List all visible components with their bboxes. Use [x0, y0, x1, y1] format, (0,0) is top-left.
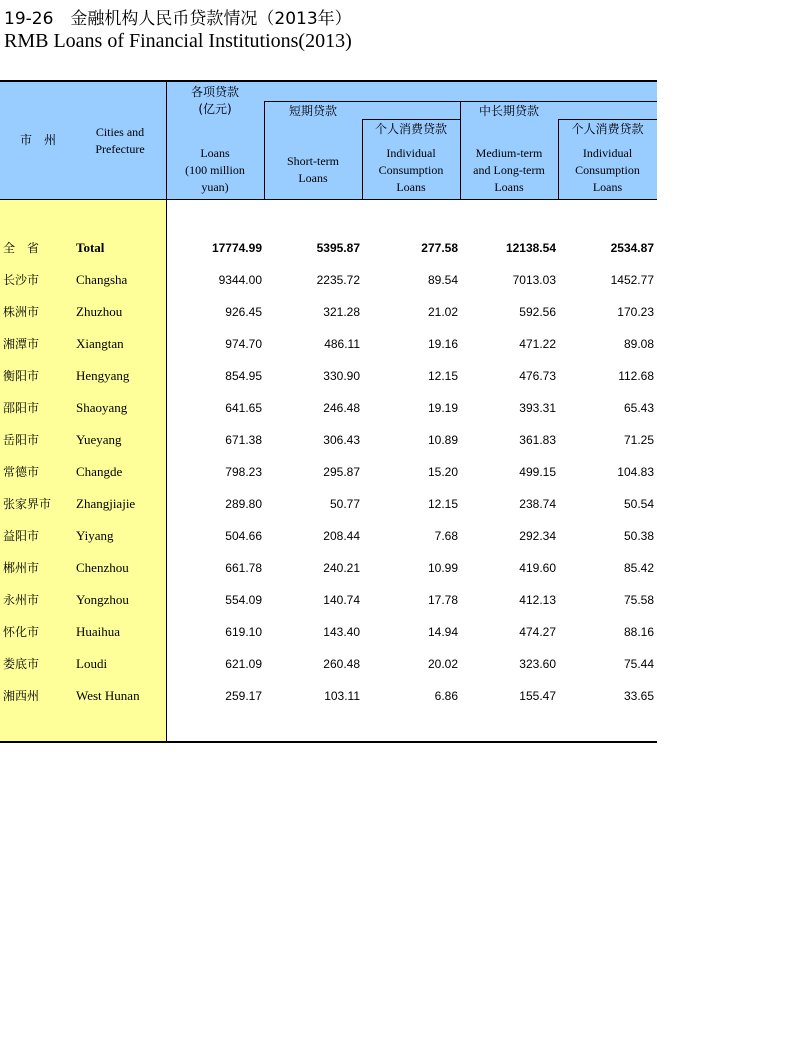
row-medium-long: 155.47: [519, 689, 556, 703]
row-region-en: Zhuzhou: [76, 304, 123, 319]
header-loans-en: Loans (100 million yuan): [185, 146, 245, 194]
header-medium-long-en: Medium-term and Long-term Loans: [473, 146, 545, 194]
row-medium-long: 412.13: [519, 593, 556, 607]
table-row: [0, 399, 657, 431]
row-consumption-2: 65.43: [623, 401, 654, 415]
row-region-cn: 衡阳市: [3, 369, 40, 383]
table-row: [0, 655, 657, 687]
row-medium-long: 476.73: [519, 369, 556, 383]
table-row: [0, 431, 657, 463]
table-top-rule: [0, 80, 657, 82]
row-region-cn: 怀化市: [3, 625, 40, 639]
header-consumption-2-cn: 个人消费贷款: [571, 122, 644, 136]
row-medium-long: 499.15: [519, 465, 556, 479]
table-row: [0, 495, 657, 527]
row-consumption-2: 75.58: [623, 593, 654, 607]
row-medium-long: 471.22: [519, 337, 556, 351]
row-short-term: 140.74: [323, 593, 360, 607]
row-short-term: 5395.87: [316, 241, 360, 255]
row-region-en: Changde: [76, 464, 123, 479]
table-row-total: [0, 239, 657, 271]
row-medium-long: 474.27: [519, 625, 556, 639]
row-loans: 554.09: [225, 593, 262, 607]
row-region-en: Yiyang: [76, 528, 114, 543]
table-row: [0, 687, 657, 719]
row-consumption: 20.02: [427, 657, 458, 671]
row-short-term: 486.11: [324, 337, 360, 351]
row-region-cn: 湘西州: [3, 689, 40, 703]
row-region-en: Hengyang: [76, 368, 130, 383]
table-row: [0, 559, 657, 591]
row-region-en: West Hunan: [76, 688, 140, 703]
row-loans: 926.45: [225, 305, 262, 319]
row-consumption: 12.15: [427, 497, 458, 511]
row-region-cn: 永州市: [3, 593, 40, 607]
row-loans: 259.17: [225, 689, 262, 703]
row-medium-long: 393.31: [519, 401, 556, 415]
row-region-cn: 株洲市: [3, 305, 40, 319]
row-medium-long: 592.56: [519, 305, 556, 319]
row-loans: 854.95: [225, 369, 262, 383]
row-loans: 974.70: [225, 337, 262, 351]
row-consumption: 12.15: [427, 369, 458, 383]
row-loans: 621.09: [225, 657, 262, 671]
row-consumption-2: 50.38: [623, 529, 654, 543]
row-loans: 504.66: [225, 529, 262, 543]
row-region-cn: 益阳市: [3, 529, 40, 543]
row-medium-long: 419.60: [519, 561, 556, 575]
row-region-en: Changsha: [76, 272, 128, 287]
table-row: [0, 367, 657, 399]
row-short-term: 240.21: [323, 561, 360, 575]
row-consumption: 19.16: [427, 337, 458, 351]
header-bottom-rule: [0, 199, 657, 200]
row-region-en: Yongzhou: [76, 592, 129, 607]
header-consumption-2-en: Individual Consumption Loans: [575, 146, 640, 194]
row-consumption: 7.68: [434, 529, 458, 543]
row-consumption: 17.78: [427, 593, 458, 607]
row-short-term: 50.77: [329, 497, 360, 511]
row-consumption: 10.99: [427, 561, 458, 575]
row-short-term: 2235.72: [316, 273, 360, 287]
header-divider: [558, 119, 657, 120]
row-consumption-2: 71.25: [623, 433, 654, 447]
page-title-cn: 19-26 金融机构人民币贷款情况（2013年）: [4, 9, 352, 29]
table-row: [0, 271, 657, 303]
row-short-term: 208.44: [323, 529, 360, 543]
row-region-cn: 岳阳市: [3, 433, 40, 447]
row-consumption: 10.89: [427, 433, 458, 447]
header-consumption-cn: 个人消费贷款: [374, 122, 447, 136]
row-medium-long: 7013.03: [512, 273, 556, 287]
row-region-en: Total: [76, 240, 105, 255]
row-region-en: Loudi: [76, 656, 108, 671]
row-medium-long: 12138.54: [505, 241, 556, 255]
row-region-cn: 常德市: [3, 465, 40, 479]
header-divider: [264, 101, 657, 102]
row-consumption-2: 88.16: [623, 625, 654, 639]
table-row: [0, 303, 657, 335]
header-divider: [362, 119, 460, 120]
row-loans: 661.78: [225, 561, 262, 575]
row-consumption-2: 1452.77: [610, 273, 654, 287]
header-region-cn: 市 州: [19, 133, 56, 147]
row-medium-long: 361.83: [519, 433, 556, 447]
row-consumption: 89.54: [427, 273, 458, 287]
row-region-en: Xiangtan: [76, 336, 124, 351]
row-short-term: 321.28: [323, 305, 360, 319]
row-consumption-2: 85.42: [623, 561, 654, 575]
row-consumption-2: 104.83: [617, 465, 654, 479]
row-loans: 671.38: [225, 433, 262, 447]
table-row: [0, 527, 657, 559]
row-consumption-2: 2534.87: [610, 241, 654, 255]
row-loans: 619.10: [225, 625, 262, 639]
table-row: [0, 335, 657, 367]
row-consumption-2: 89.08: [623, 337, 654, 351]
row-short-term: 330.90: [323, 369, 360, 383]
row-region-en: Huaihua: [76, 624, 121, 639]
row-region-cn: 郴州市: [3, 561, 40, 575]
row-consumption-2: 33.65: [623, 689, 654, 703]
header-region-en: Cities and Prefecture: [95, 125, 145, 156]
header-loans-cn: 各项贷款 (亿元): [190, 85, 239, 116]
row-consumption: 15.20: [427, 465, 458, 479]
row-region-cn: 长沙市: [3, 273, 40, 287]
table-row: [0, 623, 657, 655]
row-loans: 17774.99: [211, 241, 262, 255]
header-short-term-cn: 短期贷款: [288, 104, 337, 118]
row-region-cn: 张家界市: [3, 497, 52, 511]
row-region-en: Chenzhou: [76, 560, 129, 575]
row-consumption: 277.58: [421, 241, 458, 255]
row-loans: 9344.00: [218, 273, 262, 287]
row-short-term: 306.43: [323, 433, 360, 447]
row-region-en: Yueyang: [76, 432, 122, 447]
row-short-term: 246.48: [323, 401, 360, 415]
row-loans: 641.65: [225, 401, 262, 415]
row-consumption: 6.86: [434, 689, 458, 703]
row-consumption: 14.94: [427, 625, 458, 639]
row-consumption-2: 112.68: [618, 369, 654, 383]
row-medium-long: 238.74: [519, 497, 556, 511]
row-region-en: Zhangjiajie: [76, 496, 136, 511]
header-consumption-en: Individual Consumption Loans: [378, 146, 444, 194]
row-loans: 289.80: [225, 497, 262, 511]
row-medium-long: 323.60: [519, 657, 556, 671]
table-bottom-rule: [0, 741, 657, 743]
row-short-term: 295.87: [323, 465, 360, 479]
row-region-cn: 娄底市: [3, 657, 40, 671]
row-loans: 798.23: [225, 465, 262, 479]
row-short-term: 143.40: [323, 625, 360, 639]
row-region-cn: 全 省: [3, 241, 40, 255]
table-row: [0, 591, 657, 623]
row-consumption: 21.02: [427, 305, 458, 319]
page-title-en: RMB Loans of Financial Institutions(2013): [4, 30, 352, 52]
row-consumption-2: 50.54: [623, 497, 654, 511]
row-short-term: 260.48: [323, 657, 360, 671]
row-medium-long: 292.34: [519, 529, 556, 543]
row-consumption: 19.19: [427, 401, 458, 415]
header-medium-long-cn: 中长期贷款: [478, 104, 539, 118]
header-short-term-en: Short-term Loans: [287, 154, 339, 185]
row-region-en: Shaoyang: [76, 400, 128, 415]
table-row: [0, 463, 657, 495]
row-region-cn: 湘潭市: [3, 337, 40, 351]
row-consumption-2: 170.23: [617, 305, 654, 319]
row-region-cn: 邵阳市: [3, 401, 40, 415]
row-consumption-2: 75.44: [623, 657, 654, 671]
row-short-term: 103.11: [324, 689, 360, 703]
